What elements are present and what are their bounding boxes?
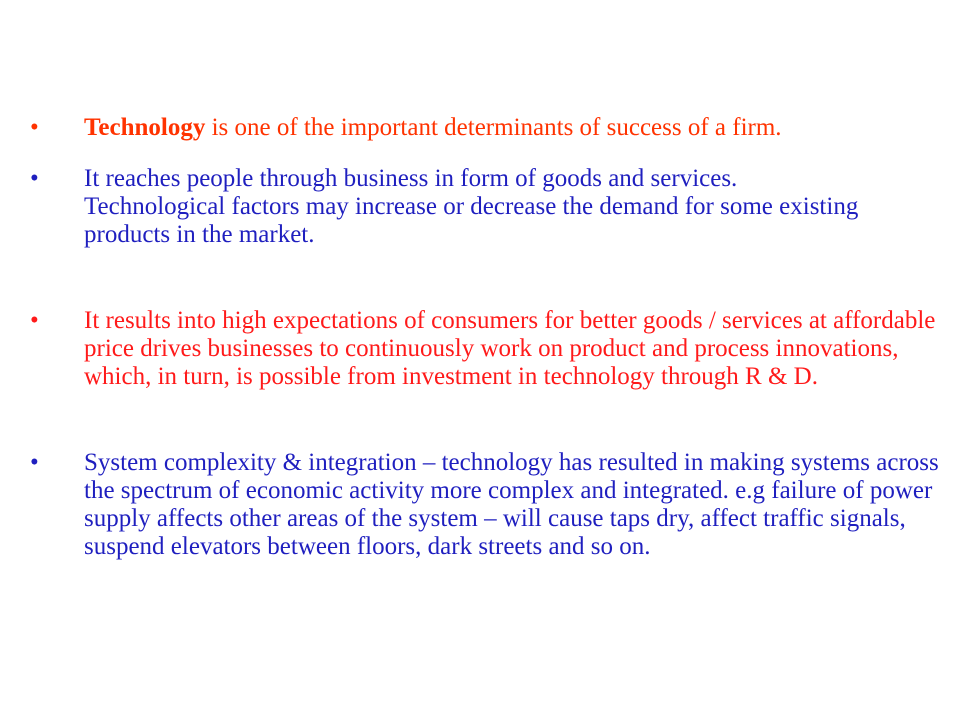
bold-term: Technology (84, 114, 206, 141)
bullet-item-technology-importance (30, 114, 950, 142)
bullet-text: It results into high expectations of consumers for better goods / services at affordable price drives businesses to continuously work on product and process innovations, which, in turn, is possible from investment in technology through R & D. (84, 307, 936, 390)
bullet-text-line-2: Technological factors may increase or decrease the demand for some existing products in the market. (84, 193, 859, 248)
bullet-text: is one of the important determinants of success of a firm. (205, 114, 782, 141)
bullet-dot-icon: • (30, 449, 39, 476)
bullet-item-high-expectations (30, 307, 950, 391)
bullet-item-system-complexity (30, 449, 950, 561)
bullet-text: System complexity & integration – technology has resulted in making systems across the spectrum of economic activity more complex and integrated. e.g failure of power supply affects other areas of the system – will cause taps dry, affect traffic signals, suspend elevators between floors, dark streets and so on. (84, 449, 939, 560)
bullet-dot-icon: • (30, 165, 39, 192)
bullet-dot-icon: • (30, 307, 39, 334)
bullet-dot-icon: • (30, 114, 39, 141)
bullet-text-line-1: It reaches people through business in form of goods and services. (84, 165, 738, 192)
bullet-list (30, 114, 950, 561)
bullet-item-reaches-people (30, 165, 950, 249)
